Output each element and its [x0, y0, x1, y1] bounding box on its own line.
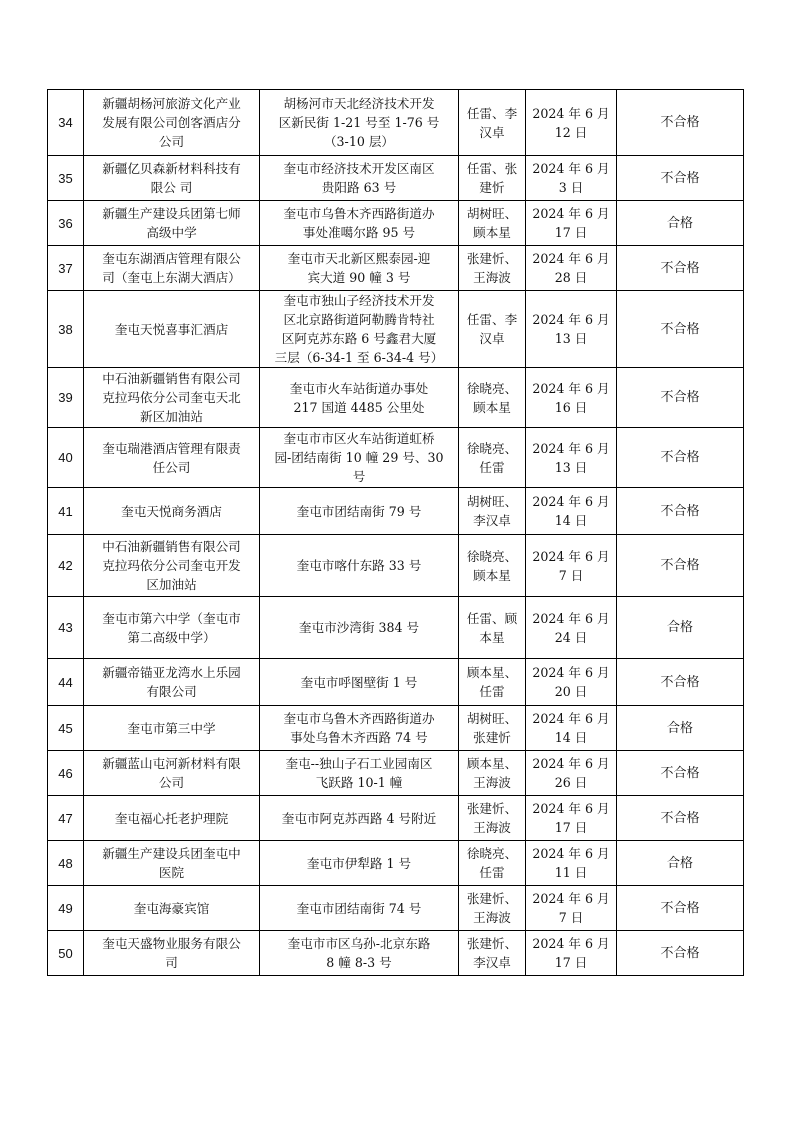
inspection-result-cell: 不合格	[617, 90, 744, 156]
inspection-date-cell: 2024 年 6 月 13 日	[526, 291, 617, 368]
inspection-date-cell: 2024 年 6 月 3 日	[526, 156, 617, 201]
entity-address-cell: 奎屯市喀什东路 33 号	[260, 535, 459, 597]
entity-address-cell: 奎屯市天北新区熙泰园-迎 宾大道 90 幢 3 号	[260, 246, 459, 291]
entity-address-cell: 奎屯市乌鲁木齐西路街道办 事处准噶尔路 95 号	[260, 201, 459, 246]
inspectors-cell: 徐晓亮、 任雷	[459, 428, 526, 488]
row-number-cell: 50	[48, 931, 84, 976]
table-row	[48, 156, 744, 201]
table-row	[48, 796, 744, 841]
entity-address-cell: 奎屯市团结南街 79 号	[260, 488, 459, 535]
entity-address-cell: 奎屯市市区乌孙-北京东路 8 幢 8-3 号	[260, 931, 459, 976]
row-number-cell: 34	[48, 90, 84, 156]
entity-name-cell: 中石油新疆销售有限公司 克拉玛依分公司奎屯开发 区加油站	[84, 535, 260, 597]
inspection-result-cell: 不合格	[617, 796, 744, 841]
inspection-date-cell: 2024 年 6 月 12 日	[526, 90, 617, 156]
entity-name-cell: 奎屯福心托老护理院	[84, 796, 260, 841]
entity-name-cell: 奎屯东湖酒店管理有限公 司（奎屯上东湖大酒店）	[84, 246, 260, 291]
entity-name-cell: 新疆胡杨河旅游文化产业 发展有限公司创客酒店分 公司	[84, 90, 260, 156]
inspection-result-cell: 不合格	[617, 751, 744, 796]
inspection-date-cell: 2024 年 6 月 11 日	[526, 841, 617, 886]
entity-name-cell: 新疆生产建设兵团第七师 高级中学	[84, 201, 260, 246]
inspectors-cell: 顾本星、 王海波	[459, 751, 526, 796]
inspection-results-table	[47, 89, 744, 976]
entity-name-cell: 奎屯市第三中学	[84, 706, 260, 751]
inspectors-cell: 徐晓亮、 顾本星	[459, 368, 526, 428]
table-body	[48, 90, 744, 976]
inspection-result-cell: 合格	[617, 841, 744, 886]
inspection-date-cell: 2024 年 6 月 28 日	[526, 246, 617, 291]
inspectors-cell: 张建忻、 王海波	[459, 796, 526, 841]
entity-name-cell: 新疆蓝山屯河新材料有限 公司	[84, 751, 260, 796]
inspection-date-cell: 2024 年 6 月 7 日	[526, 886, 617, 931]
row-number-cell: 46	[48, 751, 84, 796]
inspection-date-cell: 2024 年 6 月 14 日	[526, 706, 617, 751]
inspectors-cell: 任雷、李 汉卓	[459, 291, 526, 368]
inspectors-cell: 张建忻、 王海波	[459, 246, 526, 291]
inspectors-cell: 任雷、李 汉卓	[459, 90, 526, 156]
inspection-result-cell: 不合格	[617, 428, 744, 488]
inspection-date-cell: 2024 年 6 月 26 日	[526, 751, 617, 796]
table-row	[48, 488, 744, 535]
inspection-date-cell: 2024 年 6 月 24 日	[526, 597, 617, 659]
inspectors-cell: 胡树旺、 李汉卓	[459, 488, 526, 535]
entity-name-cell: 奎屯天悦喜事汇酒店	[84, 291, 260, 368]
row-number-cell: 47	[48, 796, 84, 841]
entity-address-cell: 奎屯市独山子经济技术开发 区北京路街道阿勒腾肯特社 区阿克苏东路 6 号鑫君大厦 三层（6-34-1 至 6-34-4 号）	[260, 291, 459, 368]
entity-address-cell: 奎屯市经济技术开发区南区 贵阳路 63 号	[260, 156, 459, 201]
entity-name-cell: 新疆帝锚亚龙湾水上乐园 有限公司	[84, 659, 260, 706]
entity-address-cell: 奎屯市伊犁路 1 号	[260, 841, 459, 886]
inspection-date-cell: 2024 年 6 月 14 日	[526, 488, 617, 535]
inspection-result-cell: 不合格	[617, 931, 744, 976]
row-number-cell: 40	[48, 428, 84, 488]
entity-name-cell: 奎屯海豪宾馆	[84, 886, 260, 931]
entity-name-cell: 新疆生产建设兵团奎屯中 医院	[84, 841, 260, 886]
table-row	[48, 841, 744, 886]
entity-name-cell: 奎屯市第六中学（奎屯市 第二高级中学）	[84, 597, 260, 659]
inspectors-cell: 任雷、顾 本星	[459, 597, 526, 659]
inspection-result-cell: 不合格	[617, 368, 744, 428]
entity-address-cell: 胡杨河市天北经济技术开发 区新民街 1-21 号至 1-76 号 （3-10 层）	[260, 90, 459, 156]
table-row	[48, 535, 744, 597]
table-row	[48, 428, 744, 488]
inspectors-cell: 顾本星、 任雷	[459, 659, 526, 706]
entity-name-cell: 奎屯天盛物业服务有限公 司	[84, 931, 260, 976]
table-row	[48, 931, 744, 976]
table-row	[48, 368, 744, 428]
row-number-cell: 38	[48, 291, 84, 368]
entity-name-cell: 奎屯瑞港酒店管理有限责 任公司	[84, 428, 260, 488]
inspectors-cell: 张建忻、 李汉卓	[459, 931, 526, 976]
inspection-date-cell: 2024 年 6 月 17 日	[526, 201, 617, 246]
inspectors-cell: 徐晓亮、 任雷	[459, 841, 526, 886]
inspection-date-cell: 2024 年 6 月 20 日	[526, 659, 617, 706]
row-number-cell: 41	[48, 488, 84, 535]
entity-address-cell: 奎屯--独山子石工业园南区 飞跃路 10-1 幢	[260, 751, 459, 796]
row-number-cell: 36	[48, 201, 84, 246]
inspection-result-cell: 合格	[617, 706, 744, 751]
inspection-result-cell: 合格	[617, 597, 744, 659]
row-number-cell: 44	[48, 659, 84, 706]
table-row	[48, 597, 744, 659]
table-row	[48, 659, 744, 706]
inspection-date-cell: 2024 年 6 月 13 日	[526, 428, 617, 488]
inspectors-cell: 张建忻、 王海波	[459, 886, 526, 931]
table-row	[48, 886, 744, 931]
entity-name-cell: 中石油新疆销售有限公司 克拉玛依分公司奎屯天北 新区加油站	[84, 368, 260, 428]
inspection-date-cell: 2024 年 6 月 16 日	[526, 368, 617, 428]
inspection-date-cell: 2024 年 6 月 17 日	[526, 931, 617, 976]
entity-name-cell: 新疆亿贝森新材料科技有 限公 司	[84, 156, 260, 201]
table-row	[48, 706, 744, 751]
inspectors-cell: 胡树旺、 顾本星	[459, 201, 526, 246]
row-number-cell: 35	[48, 156, 84, 201]
inspection-date-cell: 2024 年 6 月 17 日	[526, 796, 617, 841]
inspection-date-cell: 2024 年 6 月 7 日	[526, 535, 617, 597]
table-row	[48, 246, 744, 291]
table-row	[48, 291, 744, 368]
row-number-cell: 49	[48, 886, 84, 931]
inspection-result-cell: 不合格	[617, 886, 744, 931]
inspectors-cell: 任雷、张 建忻	[459, 156, 526, 201]
inspection-result-cell: 合格	[617, 201, 744, 246]
inspection-result-cell: 不合格	[617, 535, 744, 597]
row-number-cell: 43	[48, 597, 84, 659]
inspection-result-cell: 不合格	[617, 246, 744, 291]
inspection-result-cell: 不合格	[617, 488, 744, 535]
table-row	[48, 90, 744, 156]
entity-address-cell: 奎屯市阿克苏西路 4 号附近	[260, 796, 459, 841]
entity-address-cell: 奎屯市火车站街道办事处 217 国道 4485 公里处	[260, 368, 459, 428]
row-number-cell: 37	[48, 246, 84, 291]
entity-address-cell: 奎屯市市区火车站街道虹桥 园-团结南街 10 幢 29 号、30 号	[260, 428, 459, 488]
entity-address-cell: 奎屯市呼图壁街 1 号	[260, 659, 459, 706]
row-number-cell: 45	[48, 706, 84, 751]
entity-address-cell: 奎屯市团结南街 74 号	[260, 886, 459, 931]
row-number-cell: 42	[48, 535, 84, 597]
entity-address-cell: 奎屯市乌鲁木齐西路街道办 事处乌鲁木齐西路 74 号	[260, 706, 459, 751]
inspectors-cell: 徐晓亮、 顾本星	[459, 535, 526, 597]
row-number-cell: 48	[48, 841, 84, 886]
inspection-result-cell: 不合格	[617, 156, 744, 201]
inspection-result-cell: 不合格	[617, 659, 744, 706]
inspectors-cell: 胡树旺、 张建忻	[459, 706, 526, 751]
entity-address-cell: 奎屯市沙湾街 384 号	[260, 597, 459, 659]
row-number-cell: 39	[48, 368, 84, 428]
table-row	[48, 201, 744, 246]
inspection-result-cell: 不合格	[617, 291, 744, 368]
entity-name-cell: 奎屯天悦商务酒店	[84, 488, 260, 535]
table-row	[48, 751, 744, 796]
